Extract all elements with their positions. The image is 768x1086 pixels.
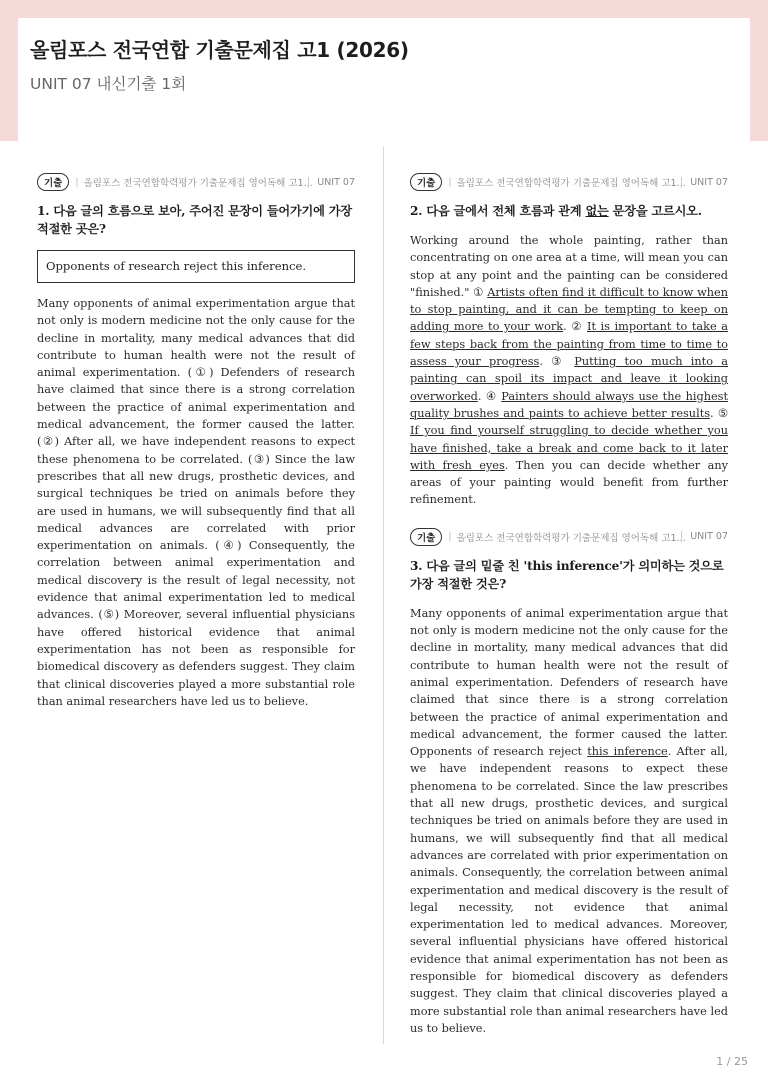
- question-2-title-post: 문장을 고르시오.: [608, 204, 702, 218]
- passage-after: . After all, we have independent reasons to expect these phenomena to be correlated. Since the law prescribes that all new drugs, prosthetic devices, and surgical techniques be tried on animals before they are used in humans, we will subsequently find that all medical advances are correlated with prior experimentation on animals. Consequently, the correlation between animal experimentation and medical discovery is the result of legal necessity, not evidence that animal experimentation led to medical advances. Moreover, several influential physicians have offered historical evidence that animal experimentation has not been as responsible for biomedical discovery as defenders suggest. They claim that clinical discoveries played a more substantial role than animal researchers have led us to believe.: [410, 745, 728, 1035]
- question-2-title-emphasis: 없는: [585, 204, 609, 218]
- sentence-4: Painters should always use the highest quality brushes and paints to achieve better results: [410, 389, 728, 420]
- question-1-passage: Many opponents of animal experimentation argue that not only is modern medicine not the only cause for the decline in mortality, many medical advances that did contribute to human health were not the result of animal experimentation. (①) Defenders of research have claimed that since there is a strong correlation between the practice of animal experimentation and medical advancement, the former caused the latter. (②) After all, we have independent reasons to expect these phenomena to be correlated. (③) Since the law prescribes that all new drugs, prosthetic devices, and surgical techniques be tried on animals before they are used in humans, we will subsequently find that all medical advances are correlated with prior experimentation on animals. (④) Consequently, the correlation between animal experimentation and medical discovery is the result of legal necessity, not evidence that animal experimentation led to medical advances. (⑤) Moreover, several influential physicians have offered historical evidence that animal experimentation has not been as responsible for biomedical discovery as defenders suggest. They claim that clinical discoveries played a more substantial role than animal researchers have led us to believe.: [37, 297, 355, 708]
- passage-intro: Working around the whole painting, rather than concentrating on one area at a time, will mean you can stop at any point and the painting can be considered "finished.": [410, 234, 728, 299]
- marker-4: ④: [485, 389, 497, 403]
- meta-separator: |: [448, 531, 452, 543]
- question-2-title: [410, 202, 728, 220]
- marker-1: ①: [473, 285, 484, 299]
- sentence-5: If you find yourself struggling to decide whether you have finished, take a break and come back to it later with fresh eyes: [410, 424, 728, 472]
- book-title: 올림포스 전국연합 기출문제집 고1 (2026): [30, 38, 409, 62]
- marker-5: ⑤: [717, 406, 728, 420]
- question-meta: [410, 527, 728, 547]
- exam-tag: 기출: [37, 173, 69, 191]
- sentence-1: Artists often find it difficult to know when to stop painting, and it can be tempting to keep on adding more to your work: [410, 285, 728, 334]
- column-divider: [383, 146, 384, 1044]
- unit-label: UNIT 07: [308, 177, 355, 188]
- source-label: 올림포스 전국연합학력평가 기출문제집 영어독해 고1...: [456, 532, 686, 544]
- marker-2: ②: [571, 320, 583, 334]
- sentence-3: Putting too much into a painting can spoil its impact and leave it looking overworked: [410, 355, 729, 403]
- left-column: [37, 172, 355, 710]
- passage-outro: Then you can decide whether any areas of your painting would benefit from further refinement.: [410, 458, 728, 507]
- passage-before: Many opponents of animal experimentation argue that not only is modern medicine not the only cause for the decline in mortality, many medical advances that did contribute to human health were not the result of animal experimentation. Defenders of research have claimed that since there is a strong correlation between the practice of animal experimentation and medical advancement, the former caused the latter. Opponents of research reject: [410, 606, 728, 759]
- question-3-passage: [410, 605, 728, 1037]
- exam-tag: 기출: [410, 528, 442, 546]
- question-2-passage: Working around the whole painting, rather than concentrating on one area at a time, will mean you can stop at any point and the painting can be considered "finished." ① Artists often find it difficult to know when to stop painting, and it can be tempting to keep on adding more to your work. ② It is important to take a few steps back from the painting from time to time to assess your progress. ③ Putting too much into a painting can spoil its impact and leave it looking overworked. ④ Painters should always use the highest quality brushes and paints to achieve better results. ⑤ If you find yourself struggling to decide whether you have finished, take a break and come back to it later with fresh eyes. Then you can decide whether any areas of your painting would benefit from further refinement.: [410, 234, 729, 507]
- sentence-2: It is important to take a few steps back from the painting from time to time to assess your progress: [410, 320, 728, 369]
- right-column: [410, 172, 728, 1037]
- question-2-title-pre: 2. 다음 글에서 전체 흐름과 관계: [410, 204, 586, 218]
- source-label: 올림포스 전국연합학력평가 기출문제집 영어독해 고1...: [83, 178, 313, 189]
- unit-label: UNIT 07: [681, 531, 728, 542]
- question-3-title: 3. 다음 글의 밑줄 친 'this inference'가 의미하는 것으로 가장 적절한 것은?: [410, 558, 724, 591]
- unit-label: UNIT 07: [681, 177, 728, 188]
- given-sentence-box: Opponents of research reject this inference.: [37, 250, 355, 283]
- exam-tag: 기출: [410, 173, 442, 191]
- question-1-title: 1. 다음 글의 흐름으로 보아, 주어진 문장이 들어가기에 가장 적절한 곳은?: [37, 204, 352, 236]
- question-meta: [410, 172, 728, 192]
- unit-subtitle: UNIT 07 내신기출 1회: [30, 75, 187, 93]
- meta-separator: |: [448, 176, 452, 188]
- meta-separator: |: [75, 176, 79, 188]
- page-number: 1 / 25: [716, 1055, 748, 1068]
- underlined-phrase: this inference: [587, 745, 668, 759]
- question-gap: [410, 509, 728, 527]
- question-meta: [37, 172, 355, 192]
- source-label: 올림포스 전국연합학력평가 기출문제집 영어독해 고1...: [456, 178, 686, 189]
- marker-3: ③: [551, 355, 566, 369]
